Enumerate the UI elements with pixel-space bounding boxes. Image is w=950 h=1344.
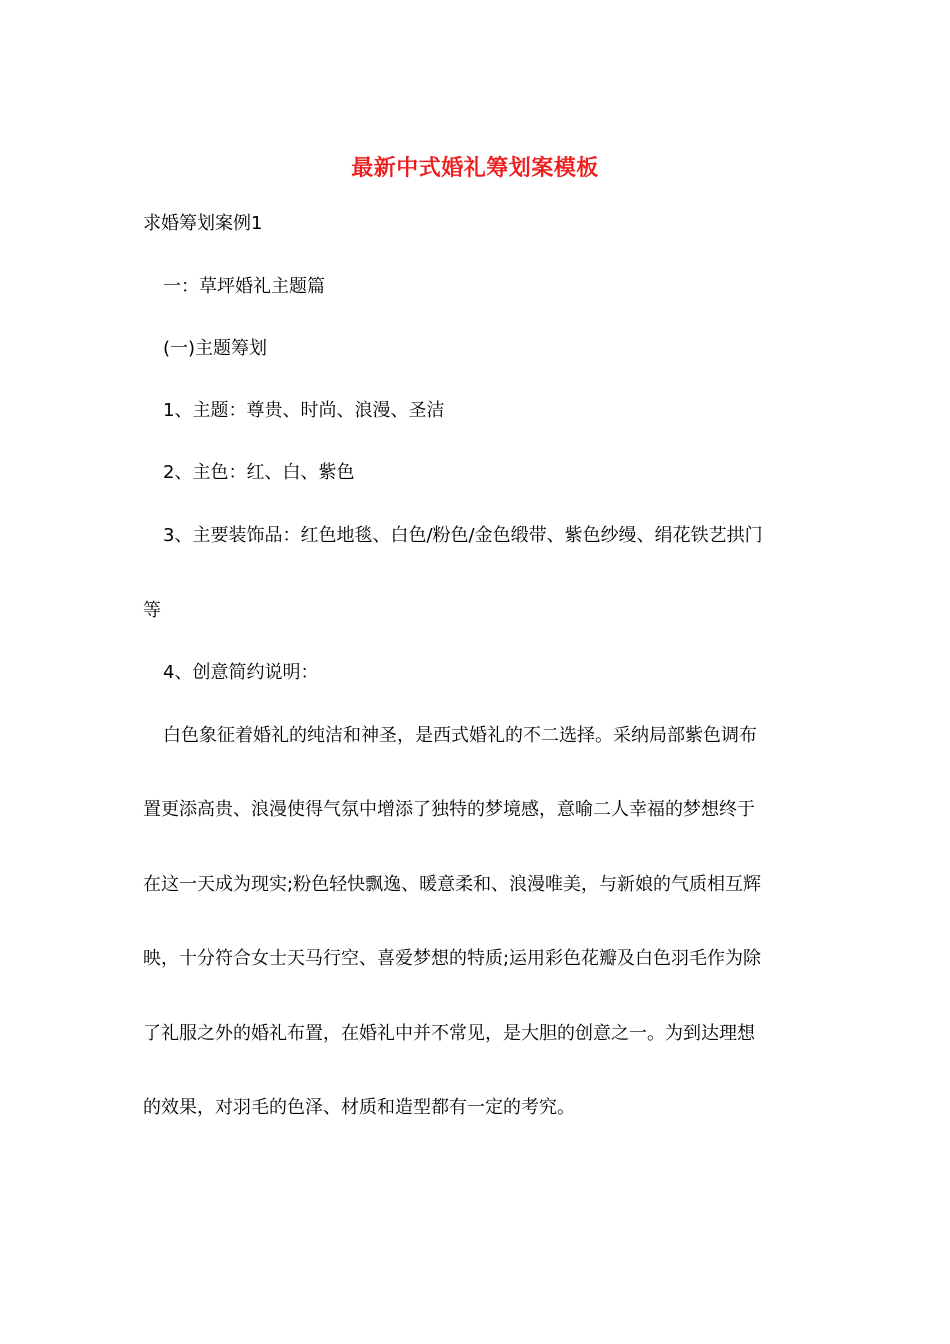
list-item-main-color: 2、主色：红、白、紫色 (163, 462, 355, 483)
list-item-decorations: 3、主要装饰品：红色地毯、白色/粉色/金色缎带、紫色纱缦、绢花铁艺拱门 (163, 525, 763, 546)
paragraph-line: 映，十分符合女士天马行空、喜爱梦想的特质;运用彩色花瓣及白色羽毛作为除 (143, 948, 762, 969)
paragraph-line: 置更添高贵、浪漫使得气氛中增添了独特的梦境感，意喻二人幸福的梦想终于 (143, 799, 755, 820)
list-item-decorations-continued: 等 (143, 600, 161, 621)
case-heading: 求婚筹划案例1 (143, 213, 263, 234)
paragraph-line: 在这一天成为现实;粉色轻快飘逸、暖意柔和、浪漫唯美，与新娘的气质相互辉 (143, 874, 762, 895)
list-item-theme: 1、主题：尊贵、时尚、浪漫、圣洁 (163, 400, 445, 421)
subsection-heading: (一)主题筹划 (163, 338, 268, 359)
list-item-description-heading: 4、创意简约说明： (163, 662, 319, 683)
document-title: 最新中式婚礼筹划案模板 (351, 155, 599, 181)
section-heading: 一：草坪婚礼主题篇 (163, 276, 325, 297)
paragraph-line: 白色象征着婚礼的纯洁和神圣，是西式婚礼的不二选择。采纳局部紫色调布 (163, 725, 757, 746)
paragraph-line: 的效果，对羽毛的色泽、材质和造型都有一定的考究。 (143, 1097, 575, 1118)
paragraph-line: 了礼服之外的婚礼布置，在婚礼中并不常见，是大胆的创意之一。为到达理想 (143, 1023, 755, 1044)
